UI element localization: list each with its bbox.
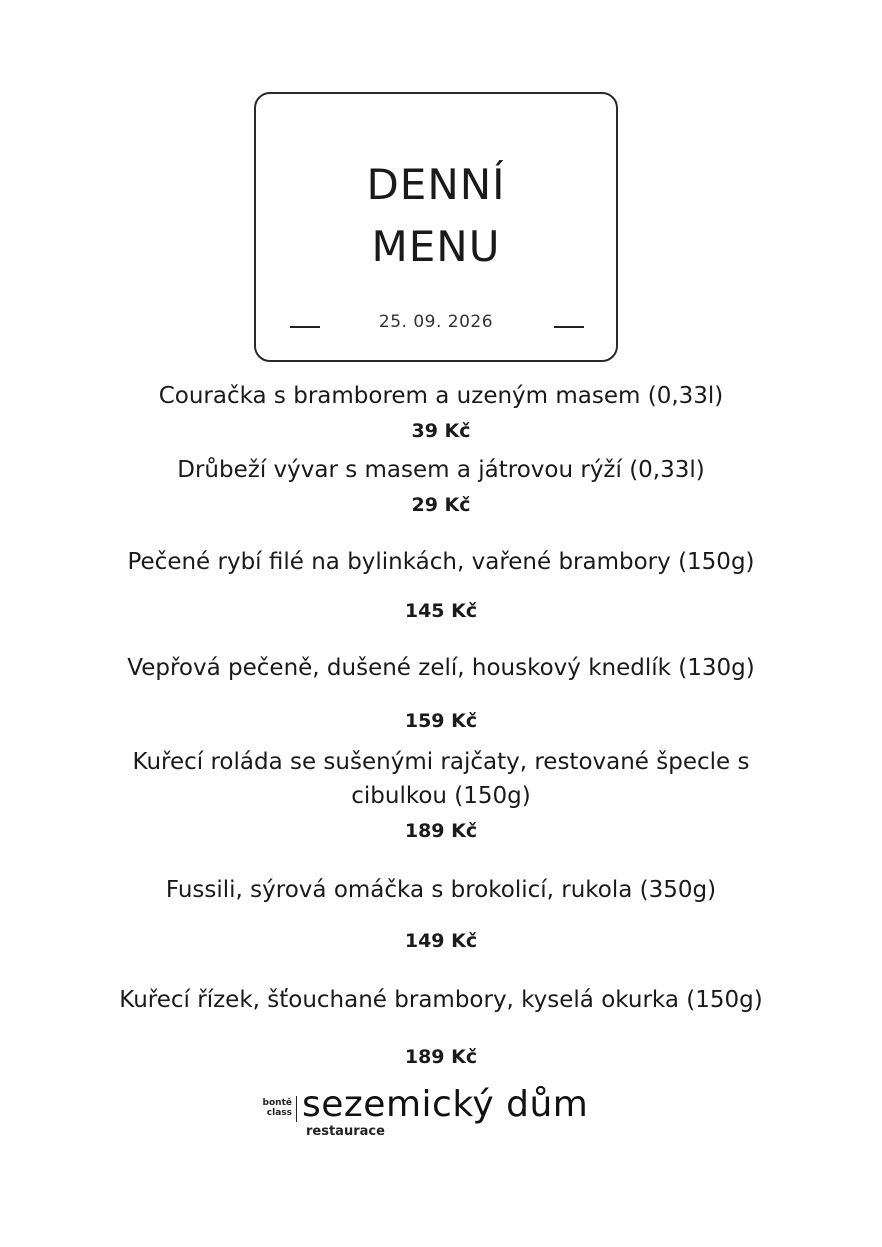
menu-item-name: Drůbeží vývar s masem a játrovou rýží (0,33l) xyxy=(177,457,705,483)
logo-small-text xyxy=(256,1098,292,1118)
menu-item-price: 149 Kč xyxy=(404,930,478,952)
menu-item-name: Pečené rybí filé na bylinkách, vařené brambory (150g) xyxy=(127,549,755,575)
menu-item-name-line1: Kuřecí roláda se sušenými rajčaty, restované špecle s xyxy=(132,749,750,775)
logo-small-line1: bontě xyxy=(262,1098,292,1108)
logo-divider xyxy=(296,1096,297,1122)
menu-item-name: Fussili, sýrová omáčka s brokolicí, rukola (350g) xyxy=(165,877,717,903)
logo-main-text: sezemický dům xyxy=(302,1084,589,1125)
menu-item-price: 159 Kč xyxy=(404,710,478,732)
menu-title-line2: MENU xyxy=(371,222,501,271)
menu-item-name: Couračka s bramborem a uzeným masem (0,33l) xyxy=(158,383,724,409)
restaurant-logo xyxy=(256,1084,636,1150)
date-dash-right xyxy=(554,326,584,328)
menu-item-name: Kuřecí řízek, šťouchané brambory, kyselá okurka (150g) xyxy=(119,987,763,1013)
menu-item-price: 29 Kč xyxy=(411,494,471,516)
header-box xyxy=(254,92,618,362)
menu-item-price: 39 Kč xyxy=(411,420,471,442)
menu-item-name-line2: cibulkou (150g) xyxy=(351,783,531,809)
menu-item-name: Vepřová pečeně, dušené zelí, houskový knedlík (130g) xyxy=(127,655,755,681)
menu-item-price: 145 Kč xyxy=(404,600,478,622)
menu-title-line1: DENNÍ xyxy=(366,160,506,209)
logo-sub-text: restaurace xyxy=(306,1124,385,1139)
menu-item-price: 189 Kč xyxy=(404,820,478,842)
menu-item-price: 189 Kč xyxy=(404,1046,478,1068)
menu-date: 25. 09. 2026 xyxy=(378,312,494,332)
logo-small-line2: class xyxy=(266,1108,292,1118)
